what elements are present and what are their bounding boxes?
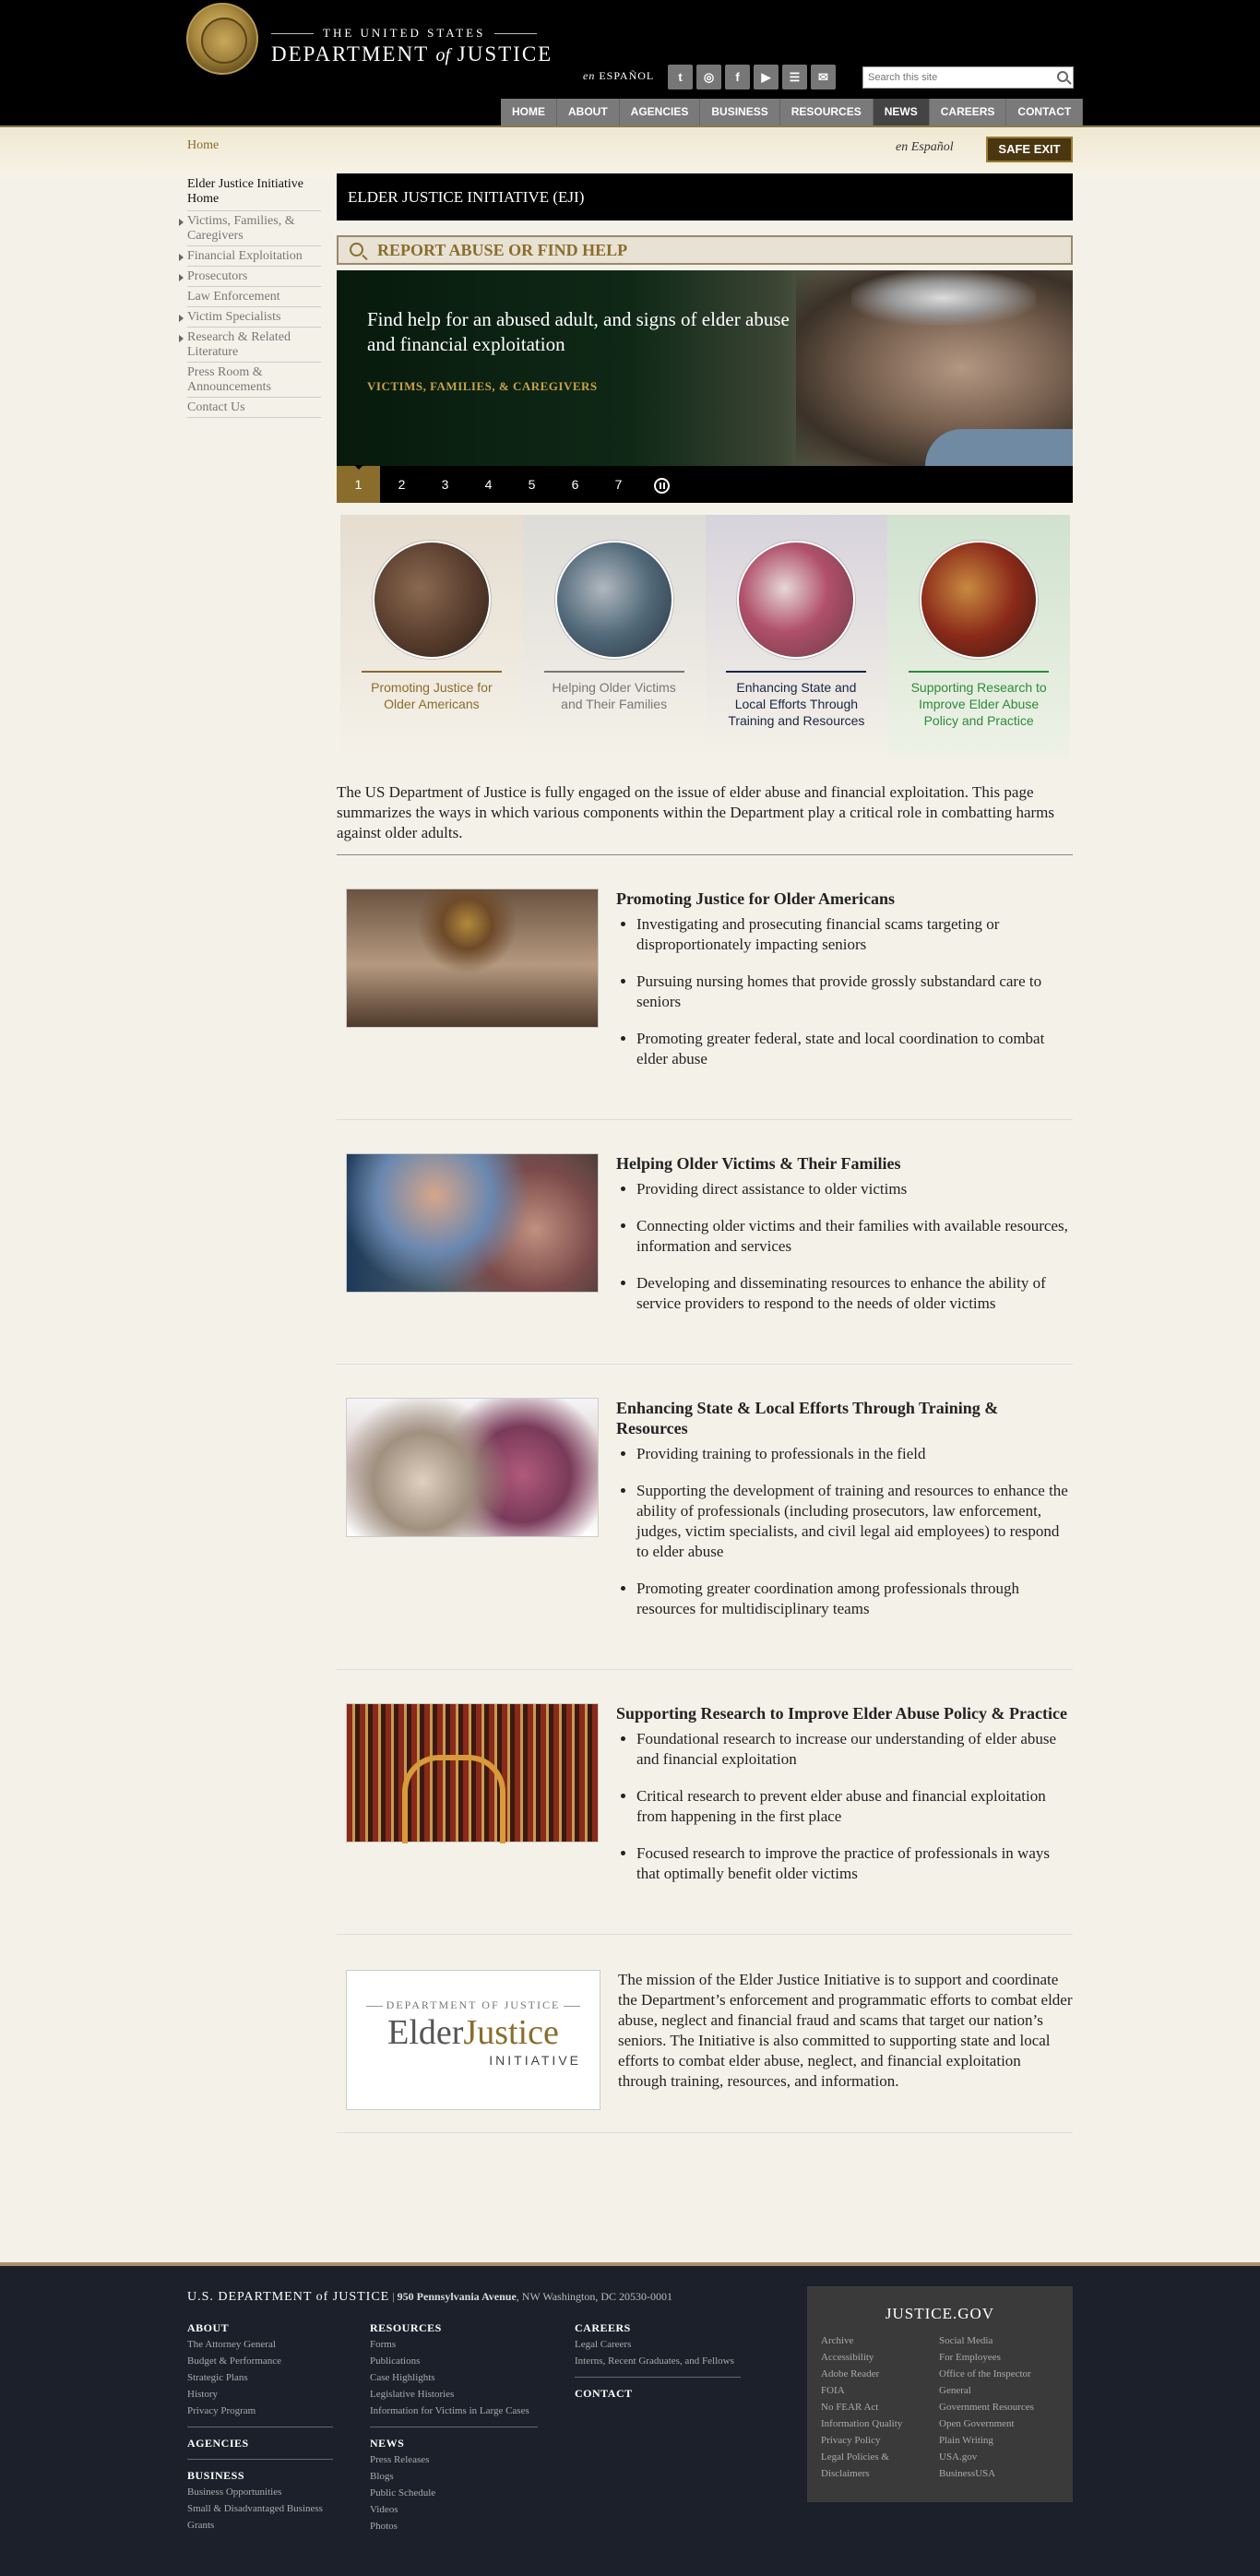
nav-about[interactable]: ABOUT	[557, 99, 620, 125]
section-enhancing-efforts	[337, 1365, 1073, 1670]
footer-link[interactable]: FOIA	[821, 2385, 845, 2396]
footer-link[interactable]: Legislative Histories	[370, 2389, 455, 2400]
logo-elder: Elder	[387, 2013, 464, 2052]
instagram-icon[interactable]: ◎	[696, 65, 721, 89]
sidenav-law-enforcement[interactable]: Law Enforcement	[187, 287, 321, 307]
logo-initiative: INITIATIVE	[489, 2053, 581, 2068]
section-title: Supporting Research to Improve Elder Abuse Policy & Practice	[616, 1704, 1067, 1723]
footer-link[interactable]: Public Schedule	[370, 2487, 436, 2498]
sidenav-victim-specialists[interactable]: Victim Specialists	[187, 307, 321, 328]
nav-resources[interactable]: RESOURCES	[780, 99, 874, 125]
footer-heading-contact[interactable]: CONTACT	[575, 2387, 633, 2400]
footer-link[interactable]: Interns, Recent Graduates, and Fellows	[575, 2355, 734, 2367]
footer-link[interactable]: The Attorney General	[187, 2339, 276, 2350]
report-abuse-label: REPORT ABUSE OR FIND HELP	[377, 241, 628, 259]
tile-label: Helping Older Victims and Their Families	[552, 680, 676, 711]
hero-category[interactable]: VICTIMS, FAMILIES, & CAREGIVERS	[367, 379, 598, 393]
sidenav-prosecutors[interactable]: Prosecutors	[187, 267, 321, 287]
tile-divider	[362, 671, 502, 673]
topic-tiles	[340, 515, 1070, 757]
section-bullet: • Providing direct assistance to older victims	[636, 1179, 1072, 1199]
slideshow-pager	[337, 466, 1073, 503]
section-bullet: • Critical research to prevent elder abuse and financial exploitation from happening in the first place	[636, 1786, 1072, 1827]
section-bullet: • Promoting greater federal, state and local coordination to combat elder abuse	[636, 1029, 1072, 1069]
footer-col-about	[187, 2320, 333, 2534]
hero-slide[interactable]	[337, 270, 1073, 466]
tile-helping-victims[interactable]	[523, 515, 706, 757]
site-footer	[0, 2262, 1260, 2576]
site-brand[interactable]	[271, 26, 553, 66]
footer-link[interactable]: Privacy Program	[187, 2405, 256, 2416]
espanol-page-link[interactable]: en Español	[896, 140, 954, 154]
section-sidenav	[187, 177, 321, 418]
email-icon[interactable]: ✉	[811, 65, 836, 89]
youtube-icon[interactable]: ▶	[754, 65, 779, 89]
site-search	[862, 66, 1074, 89]
footer-heading-resources[interactable]: RESOURCES	[370, 2321, 442, 2334]
search-input[interactable]	[863, 67, 1048, 88]
tile-divider	[909, 671, 1049, 673]
footer-link[interactable]: Business Opportunities	[187, 2487, 282, 2498]
espanol-en: en	[583, 69, 596, 82]
footer-city: , NW Washington, DC 20530-0001	[516, 2290, 673, 2303]
tile-label: Enhancing State and Local Efforts Through Training and Resources	[728, 680, 865, 728]
intro-paragraph: The US Department of Justice is fully engaged on the issue of elder abuse and financial exploitation. This page summarizes the ways in which various components within the Department play a critical role in combatting harms against older adults.	[337, 782, 1073, 855]
social-icons	[668, 65, 836, 89]
section-photo-courtroom	[346, 888, 599, 1028]
brand-top: THE UNITED STATES	[271, 26, 553, 41]
footer-link[interactable]: BusinessUSA	[939, 2468, 996, 2479]
footer-heading-news[interactable]: NEWS	[370, 2437, 405, 2450]
search-icon	[350, 243, 363, 256]
brand-word-of: of	[435, 45, 451, 66]
hero-heading[interactable]: Find help for an abused adult, and signs of elder abuse and financial exploitation	[367, 308, 790, 355]
footer-link[interactable]: Legal Policies & Disclaimers	[821, 2451, 889, 2479]
logo-justice: Justice	[463, 2013, 559, 2052]
sidenav-home[interactable]: Elder Justice Initiative Home	[187, 177, 321, 211]
tile-label: Promoting Justice for Older Americans	[371, 680, 493, 711]
sub-header	[0, 127, 1260, 177]
footer-col-careers	[575, 2320, 741, 2402]
section-bullet: • Pursuing nursing homes that provide grossly substandard care to seniors	[636, 972, 1072, 1012]
tile-photo	[920, 541, 1038, 659]
footer-link[interactable]: Open Government	[939, 2418, 1015, 2429]
footer-link[interactable]: History	[187, 2389, 218, 2400]
justice-gov-col-right	[939, 2332, 1057, 2482]
mission-block	[337, 1935, 1073, 2133]
footer-link[interactable]: Forms	[370, 2339, 397, 2350]
espanol-link[interactable]	[583, 69, 654, 83]
facebook-icon[interactable]: f	[725, 65, 750, 89]
brand-word-department: DEPARTMENT	[271, 42, 429, 66]
footer-link[interactable]: Grants	[187, 2520, 215, 2531]
footer-link[interactable]: Case Highlights	[370, 2372, 435, 2383]
sidenav-victims[interactable]: Victims, Families, & Caregivers	[187, 211, 321, 246]
footer-heading-business[interactable]: BUSINESS	[187, 2469, 245, 2482]
hero-photo	[796, 270, 1073, 466]
footer-link[interactable]: For Employees	[939, 2352, 1001, 2363]
footer-link[interactable]: Photos	[370, 2521, 398, 2532]
section-bullet: • Promoting greater coordination among professionals through resources for multidisciplinary teams	[636, 1579, 1072, 1619]
section-title: Enhancing State & Local Efforts Through Training & Resources	[616, 1399, 999, 1437]
report-abuse-button[interactable]	[337, 235, 1073, 265]
footer-heading-about[interactable]: ABOUT	[187, 2321, 230, 2334]
footer-divider	[187, 2459, 333, 2460]
footer-link[interactable]: No FEAR Act	[821, 2402, 879, 2413]
pause-button[interactable]	[640, 466, 683, 503]
rss-icon[interactable]: ☰	[782, 65, 807, 89]
brand-bottom	[271, 42, 553, 66]
footer-link[interactable]: Blogs	[370, 2471, 394, 2482]
section-photo-library	[346, 1703, 599, 1843]
tile-photo	[737, 541, 855, 659]
tile-promoting-justice[interactable]	[340, 515, 523, 757]
footer-link[interactable]: Publications	[370, 2355, 421, 2367]
footer-link[interactable]: Information Quality	[821, 2418, 903, 2429]
slide-dot-6[interactable]: 6	[571, 477, 579, 492]
section-supporting-research	[337, 1670, 1073, 1935]
section-bullet: • Developing and disseminating resources to enhance the ability of service providers to respond to the needs of older victims	[636, 1273, 1072, 1314]
footer-link[interactable]: Press Releases	[370, 2454, 430, 2465]
nav-news[interactable]: NEWS	[874, 99, 930, 125]
footer-link[interactable]: Plain Writing	[939, 2435, 993, 2446]
safe-exit-button[interactable]: SAFE EXIT	[986, 137, 1073, 162]
footer-divider	[575, 2377, 741, 2378]
eji-logo	[346, 1970, 600, 2110]
brand-word-justice: JUSTICE	[457, 42, 553, 66]
footer-link[interactable]: Strategic Plans	[187, 2372, 248, 2383]
tile-photo	[555, 541, 673, 659]
section-title: Promoting Justice for Older Americans	[616, 889, 895, 908]
section-bullet: • Connecting older victims and their families with available resources, information and services	[636, 1216, 1072, 1257]
main-nav	[501, 99, 1083, 125]
tile-divider	[544, 671, 684, 673]
section-photo-officer	[346, 1153, 599, 1293]
tile-supporting-research[interactable]	[887, 515, 1070, 757]
footer-link[interactable]: Office of the Inspector General	[939, 2368, 1031, 2396]
tile-photo	[373, 541, 491, 659]
footer-heading-agencies[interactable]: AGENCIES	[187, 2437, 249, 2450]
section-bullet: • Investigating and prosecuting financial scams targeting or disproportionately impacting seniors	[636, 914, 1072, 955]
nav-home[interactable]: HOME	[501, 99, 557, 125]
tile-enhancing-efforts[interactable]	[706, 515, 888, 757]
espanol-word: ESPAÑOL	[599, 69, 655, 82]
logo-name	[347, 2012, 600, 2053]
footer-link[interactable]: Social Media	[939, 2335, 993, 2346]
sidenav-contact[interactable]: Contact Us	[187, 398, 321, 418]
pause-icon	[654, 478, 670, 494]
footer-link[interactable]: Archive	[821, 2335, 854, 2346]
section-bullet: • Foundational research to increase our understanding of elder abuse and financial exploitation	[636, 1729, 1072, 1770]
footer-dept-name[interactable]: U.S. DEPARTMENT of JUSTICE	[187, 2290, 390, 2304]
section-promoting-justice	[337, 855, 1073, 1120]
slide-dot-7[interactable]: 7	[614, 477, 623, 492]
main-content	[337, 173, 1073, 2133]
page-title: ELDER JUSTICE INITIATIVE (EJI)	[337, 173, 1073, 221]
justice-gov-box	[807, 2286, 1073, 2502]
sidenav-research[interactable]: Research & Related Literature	[187, 328, 321, 363]
section-helping-victims	[337, 1120, 1073, 1365]
slide-dot-4[interactable]: 4	[484, 477, 493, 492]
footer-street: 950 Pennsylvania Avenue	[397, 2290, 517, 2303]
twitter-icon[interactable]: t	[668, 65, 693, 89]
footer-link[interactable]: USA.gov	[939, 2451, 978, 2463]
search-icon[interactable]	[1057, 71, 1068, 82]
footer-link[interactable]: Small & Disadvantaged Business	[187, 2503, 323, 2514]
footer-link[interactable]: Accessibility	[821, 2352, 874, 2363]
logo-dept: DEPARTMENT OF JUSTICE	[347, 1998, 600, 2012]
doj-seal-logo[interactable]	[186, 3, 258, 75]
justice-gov-title: JUSTICE.GOV	[885, 2305, 995, 2322]
sidenav-financial-exploitation[interactable]: Financial Exploitation	[187, 246, 321, 267]
nav-business[interactable]: BUSINESS	[700, 99, 779, 125]
section-photo-audience	[346, 1398, 599, 1537]
footer-link[interactable]: Legal Careers	[575, 2339, 632, 2350]
footer-link[interactable]: Videos	[370, 2504, 398, 2515]
mission-text: The mission of the Elder Justice Initiative is to support and coordinate the Department’s enforcement and programmatic efforts to combat elder abuse, neglect and financial fraud and scams that target our nation’s seniors. The Initiative is also committed to supporting state and local efforts to combat elder abuse, neglect, and financial exploitation through training, resources, and information.	[618, 1971, 1073, 2090]
slide-dot-3[interactable]: 3	[441, 477, 449, 492]
footer-link[interactable]: Budget & Performance	[187, 2355, 282, 2367]
nav-contact[interactable]: CONTACT	[1006, 99, 1083, 125]
section-title: Helping Older Victims & Their Families	[616, 1154, 901, 1173]
footer-col-resources	[370, 2320, 538, 2534]
tile-label: Supporting Research to Improve Elder Abuse Policy and Practice	[910, 680, 1047, 728]
section-bullet: • Supporting the development of training and resources to enhance the ability of professionals (including prosecutors, law enforcement, judges, victim specialists, and civil legal aid employees) to respond to elder abuse	[636, 1481, 1072, 1562]
footer-link[interactable]: Government Resources	[939, 2402, 1034, 2413]
breadcrumb-home[interactable]: Home	[187, 138, 220, 152]
slide-dot-5[interactable]: 5	[528, 477, 536, 492]
nav-careers[interactable]: CAREERS	[930, 99, 1007, 125]
tile-divider	[726, 671, 866, 673]
footer-link[interactable]: Adobe Reader	[821, 2368, 880, 2379]
site-header	[0, 0, 1260, 127]
footer-link[interactable]: Privacy Policy	[821, 2435, 881, 2446]
nav-agencies[interactable]: AGENCIES	[620, 99, 701, 125]
footer-link[interactable]: Information for Victims in Large Cases	[370, 2405, 529, 2416]
slide-dot-1[interactable]: 1	[337, 466, 380, 503]
footer-separator: |	[389, 2290, 398, 2303]
section-bullet: • Focused research to improve the practice of professionals in ways that optimally benefit older victims	[636, 1843, 1072, 1884]
section-bullet: • Providing training to professionals in the field	[636, 1444, 1072, 1464]
slide-dot-2[interactable]: 2	[398, 477, 406, 492]
justice-gov-col-left	[821, 2332, 939, 2482]
sidenav-press-room[interactable]: Press Room & Announcements	[187, 363, 321, 398]
footer-heading-careers[interactable]: CAREERS	[575, 2321, 631, 2334]
footer-address	[187, 2290, 672, 2305]
